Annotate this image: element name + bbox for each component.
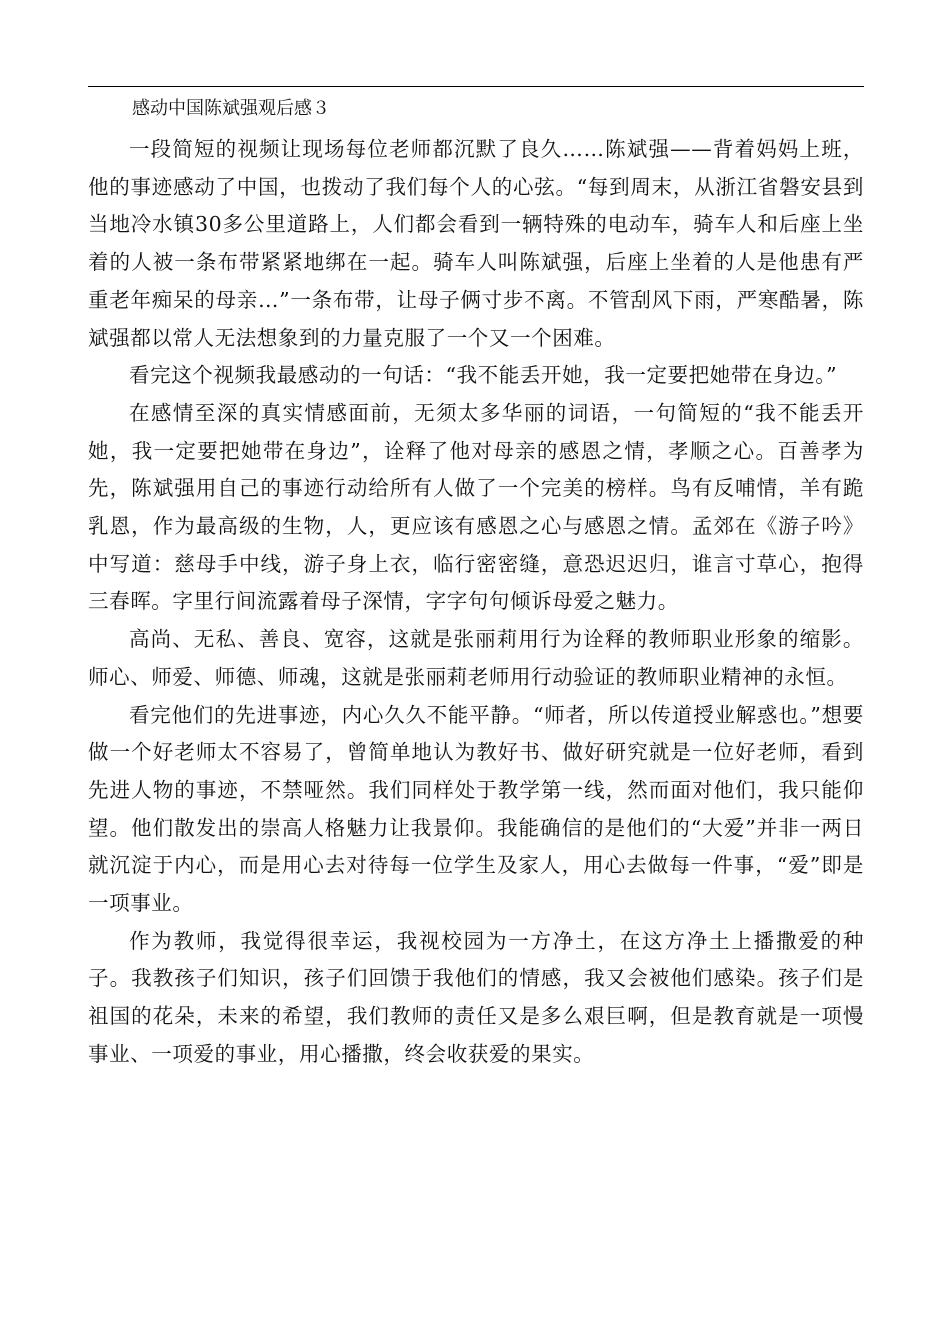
- document-page: [88, 0, 864, 1344]
- paragraph: 一段简短的视频让现场每位老师都沉默了良久……陈斌强——背着妈妈上班，他的事迹感动了中国，也拨动了我们每个人的心弦。“每到周末，从浙江省磐安县到当地冷水镇30多公里道路上，人们都会看到一辆特殊的电动车，骑车人和后座上坐着的人被一条布带紧紧地绑在一起。骑车人叫陈斌强，后座上坐着的人是他患有严重老年痴呆的母亲…”一条布带，让母子俩寸步不离。不管刮风下雨，严寒酷暑，陈斌强都以常人无法想象到的力量克服了一个又一个困难。: [88, 137, 864, 350]
- document-title: 感动中国陈斌强观后感３: [132, 98, 330, 119]
- paragraph: 在感情至深的真实情感面前，无须太多华丽的词语，一句简短的“我不能丢开她，我一定要把她带在身边”，诠释了他对母亲的感恩之情，孝顺之心。百善孝为先，陈斌强用自己的事迹行动给所有人做了一个完美的榜样。鸟有反哺情，羊有跪乳恩，作为最高级的生物，人，更应该有感恩之心与感恩之情。孟郊在《游子吟》中写道：慈母手中线，游子身上衣，临行密密缝，意恐迟迟归，谁言寸草心，抱得三春晖。字里行间流露着母子深情，字字句句倾诉母爱之魅力。: [88, 400, 864, 614]
- paragraph: 高尚、无私、善良、宽容，这就是张丽莉用行为诠释的教师职业形象的缩影。师心、师爱、师德、师魂，这就是张丽莉老师用行动验证的教师职业精神的永恒。: [88, 627, 864, 689]
- paragraph: 作为教师，我觉得很幸运，我视校园为一方净土，在这方净土上播撒爱的种子。我教孩子们知识，孩子们回馈于我他们的情感，我又会被他们感染。孩子们是祖国的花朵，未来的希望，我们教师的责任又是多么艰巨啊，但是教育就是一项慢事业、一项爱的事业，用心播撒，终会收获爱的果实。: [88, 928, 864, 1066]
- header-rule: [88, 86, 864, 87]
- document-body: [88, 131, 864, 1074]
- paragraph: 看完这个视频我最感动的一句话：“我不能丢开她，我一定要把她带在身边。”: [129, 363, 838, 388]
- paragraph: 看完他们的先进事迹，内心久久不能平静。“师者，所以传道授业解惑也。”想要做一个好老师太不容易了，曾简单地认为教好书、做好研究就是一位好老师，看到先进人物的事迹，不禁哑然。我们同样处于教学第一线，然而面对他们，我只能仰望。他们散发出的崇高人格魅力让我景仰。我能确信的是他们的“大爱”并非一两日就沉淀于内心，而是用心去对待每一位学生及家人，用心去做每一件事，“爱”即是一项事业。: [88, 702, 864, 916]
